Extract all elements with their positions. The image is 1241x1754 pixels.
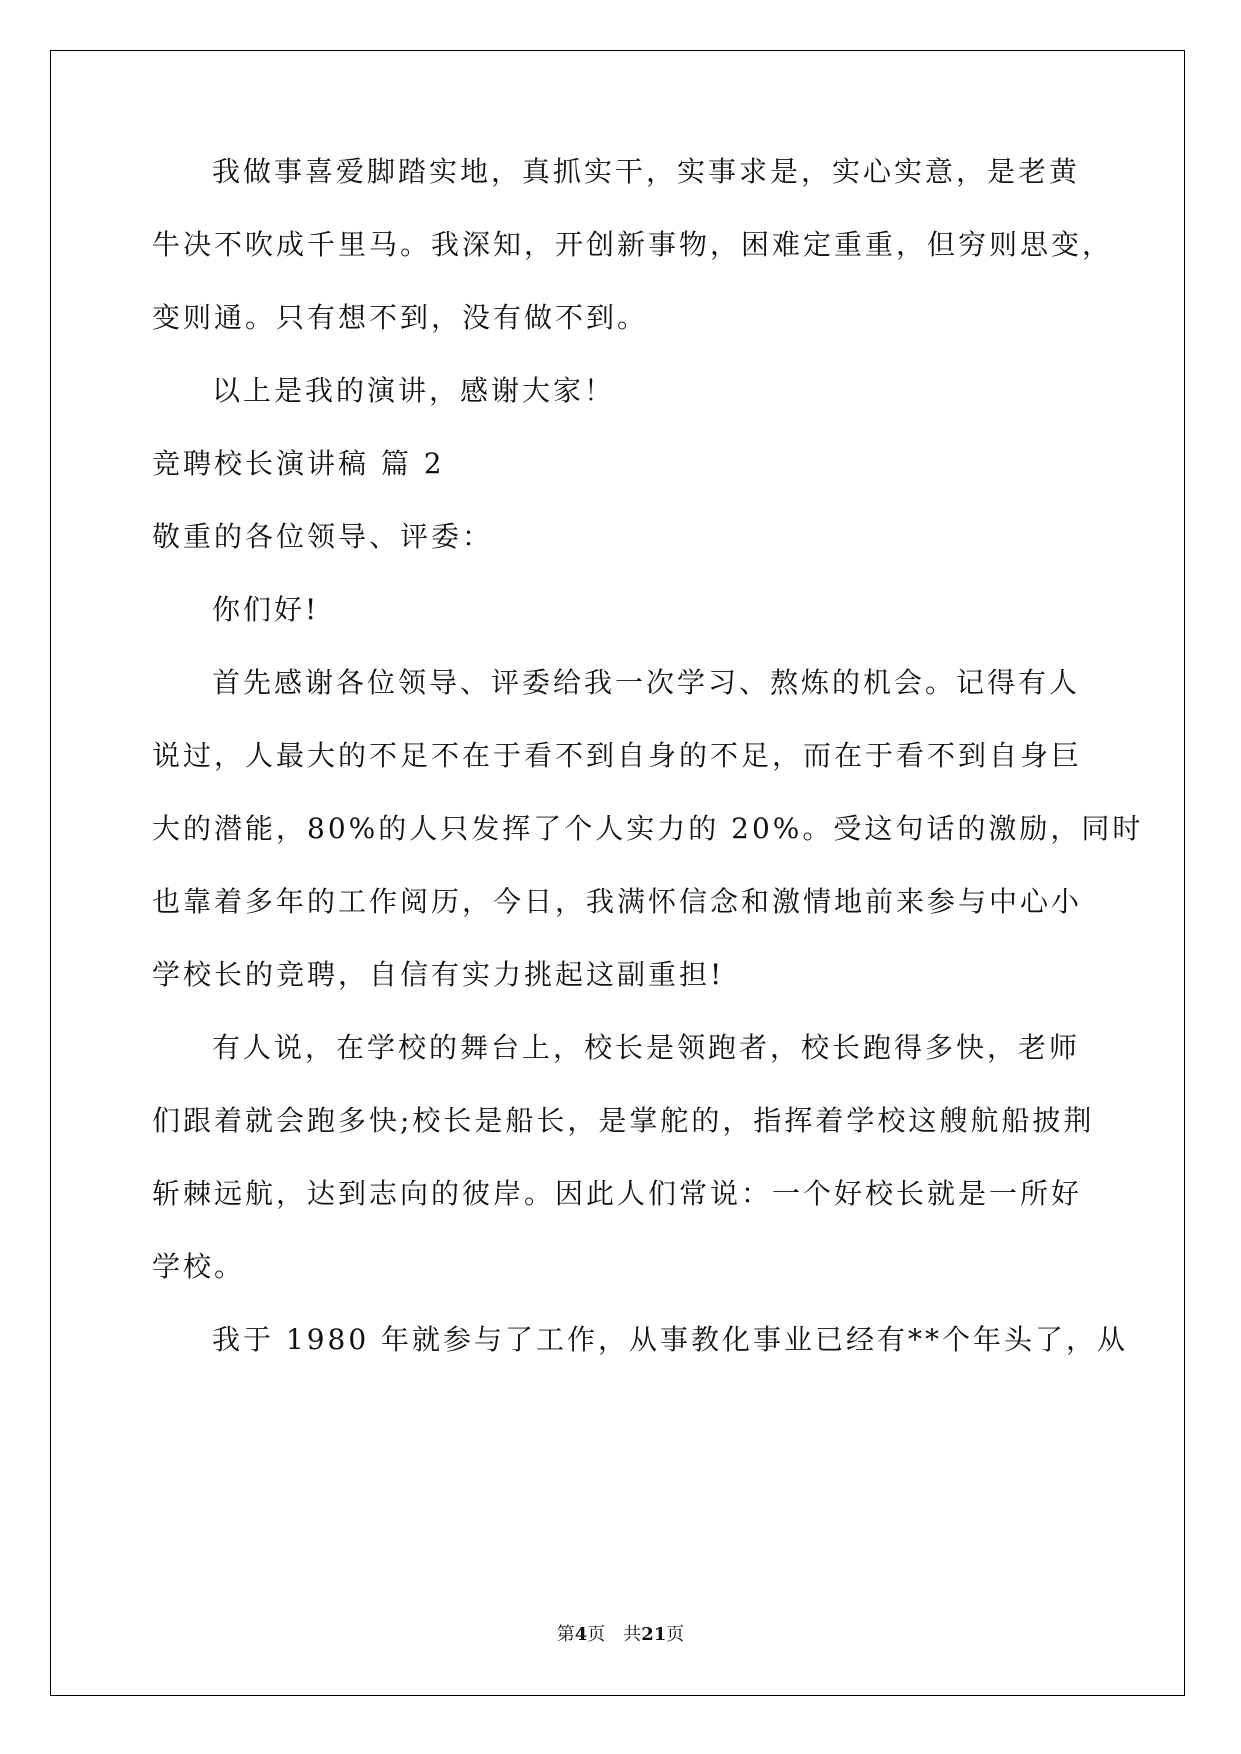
greeting: 你们好! — [212, 593, 320, 626]
paragraph-line: 说过，人最大的不足不在于看不到自身的不足，而在于看不到自身巨 — [152, 739, 1083, 772]
paragraph-line: 学校长的竞聘，自信有实力挑起这副重担! — [152, 958, 725, 991]
paragraph-line: 我于 1980 年就参与了工作，从事教化事业已经有**个年头了，从 — [212, 1323, 1129, 1356]
page-total: 21 — [641, 1624, 667, 1645]
page-mid: 页 共 — [587, 1624, 642, 1645]
paragraph-line: 也靠着多年的工作阅历，今日，我满怀信念和激情地前来参与中心小 — [152, 885, 1083, 918]
paragraph-line: 变则通。只有想不到，没有做不到。 — [152, 301, 649, 334]
page-current: 4 — [574, 1624, 588, 1645]
page-footer — [0, 1620, 1241, 1646]
page-border — [50, 50, 1185, 1696]
paragraph-line: 以上是我的演讲，感谢大家！ — [212, 374, 616, 407]
paragraph-line: 有人说，在学校的舞台上，校长是领跑者，校长跑得多快，老师 — [212, 1031, 1081, 1064]
paragraph-line: 学校。 — [152, 1250, 246, 1283]
paragraph-line: 首先感谢各位领导、评委给我一次学习、熬炼的机会。记得有人 — [212, 666, 1081, 699]
paragraph-line: 们跟着就会跑多快;校长是船长，是掌舵的，指挥着学校这艘航船披荆 — [152, 1104, 1095, 1137]
page-suffix: 页 — [666, 1624, 685, 1645]
paragraph-line: 斩棘远航，达到志向的彼岸。因此人们常说：一个好校长就是一所好 — [152, 1177, 1083, 1210]
salutation: 敬重的各位领导、评委： — [152, 520, 494, 553]
paragraph-line: 大的潜能，80%的人只发挥了个人实力的 20%。受这句话的激励，同时 — [152, 812, 1144, 845]
page-prefix: 第 — [556, 1624, 575, 1645]
paragraph-line: 牛决不吹成千里马。我深知，开创新事物，困难定重重，但穷则思变， — [152, 228, 1114, 261]
section-heading: 竞聘校长演讲稿 篇 2 — [152, 447, 445, 480]
paragraph-line: 我做事喜爱脚踏实地，真抓实干，实事求是，实心实意，是老黄 — [212, 155, 1081, 188]
